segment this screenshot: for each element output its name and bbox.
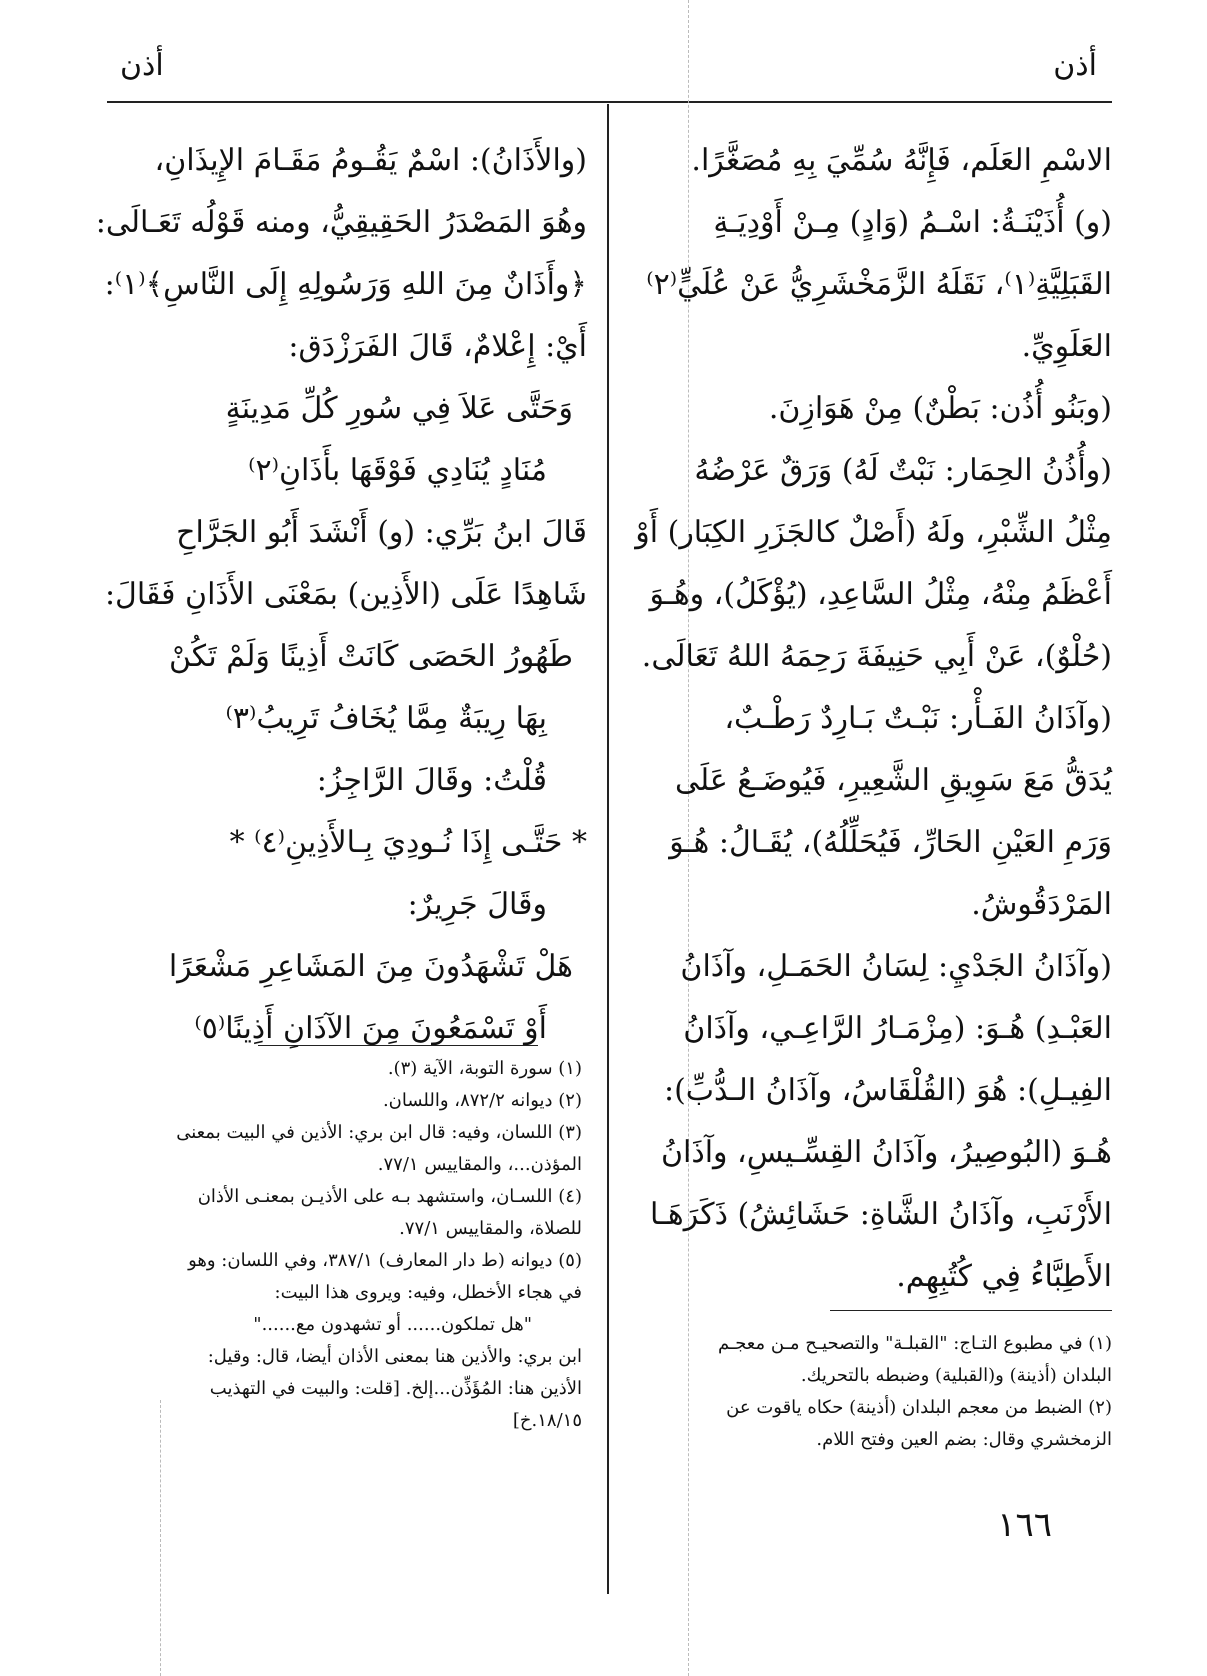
- right-column-line: أَعْظَمُ مِنْهُ، مِثْلُ السَّاعِدِ، (يُؤْكَلُ)، وهُـوَ: [649, 577, 1112, 612]
- scan-edge-mark: [160, 1400, 161, 1676]
- right-column-line: (وآذَانُ الفَـأْر: نَبْـتٌ بَـارِدٌ رَطْـبٌ،: [724, 701, 1112, 736]
- footnote-line: الأذين هنا: المُؤَذِّن...إلخ. [قلت: والبيت في التهذيب: [209, 1378, 582, 1399]
- left-column-line: شَاهِدًا عَلَى (الأَذِين) بمَعْنَى الأَذَانِ فَقَالَ:: [104, 577, 587, 612]
- left-column-line: (والأَذَانُ): اسْمٌ يَقُـومُ مَقَـامَ الإِيذَانِ،: [154, 143, 587, 178]
- footnotes-right: [642, 1328, 1112, 1456]
- left-column: [95, 130, 587, 1060]
- right-column-line: (حُلْوٌ)، عَنْ أَبِي حَنِيفَةَ رَحِمَهُ اللهُ تَعَالَى.: [641, 639, 1112, 674]
- footnotes-left: [112, 1053, 582, 1437]
- right-column-line: الفِيـلِ): هُوَ (القُلْقَاسُ، وآذَانُ الـدُّبِّ):: [663, 1073, 1112, 1108]
- verse-line: أَوْ تَسْمَعُونَ مِنَ الآذَانِ أَذِينًا⁽٥⁾: [194, 1011, 547, 1046]
- right-column-line: القَبَلِيَّةِ⁽١⁾، نَقَلَهُ الزَّمَخْشَرِيُّ عَنْ عُلَيٍّ⁽٢⁾: [646, 267, 1112, 302]
- footnote-line: (٣) اللسان، وفيه: قال ابن بري: الأذين في البيت بمعنى: [176, 1122, 582, 1143]
- right-column-line: العَلَوِيِّ.: [1021, 329, 1112, 364]
- column-divider: [607, 104, 609, 1594]
- footnote-line: "هل تملكون...... أو تشهدون مع......": [253, 1314, 532, 1335]
- footnote-line: ١٨/١٥.خ]: [512, 1410, 582, 1431]
- footnote-line: البلدان (أذينة) و(القبلية) وضبطه بالتحريك.: [800, 1365, 1112, 1386]
- right-column-line: هُـوَ (البُوصِيرُ، وآذَانُ القِسِّـيسِ، وآذَانُ: [660, 1135, 1112, 1170]
- verse-line: وَحَتَّى عَلاَ فِي سُورِ كُلِّ مَدِينَةٍ: [225, 391, 573, 426]
- footnote-line: (٥) ديوانه (ط دار المعارف) ٣٨٧/١، وفي اللسان: وهو: [188, 1250, 582, 1271]
- verse-line: طَهُورُ الحَصَى كَانَتْ أَذِينًا وَلَمْ تَكُنْ: [168, 639, 573, 674]
- verse-line: هَلْ تَشْهَدُونَ مِنَ المَشَاعِرِ مَشْعَرًا: [168, 949, 573, 984]
- left-column-line: ﴿وأَذَانٌ مِنَ اللهِ وَرَسُولِهِ إِلَى النَّاسِ﴾⁽١⁾:: [104, 267, 587, 302]
- right-column-line: الاسْمِ العَلَم، فَإِنَّهُ سُمِّيَ بِهِ مُصَغَّرًا.: [691, 143, 1112, 178]
- footnote-line: ابن بري: والأذين هنا بمعنى الأذان أيضا، قال: وقيل:: [207, 1346, 582, 1367]
- footnote-line: (٢) الضبط من معجم البلدان (أذينة) حكاه ياقوت عن: [726, 1397, 1112, 1418]
- verse-line: * حَتَّـى إِذَا نُـودِيَ بِـالأَذِينِ⁽٤⁾ *: [229, 825, 587, 860]
- right-column-line: العَبْـدِ) هُـوَ: (مِزْمَـارُ الرَّاعِـي، وآذَانُ: [683, 1011, 1112, 1046]
- left-column-line: قُلْتُ: وقَالَ الرَّاجِزُ:: [316, 763, 547, 798]
- left-column-line: قَالَ ابنُ بَرِّي: (و) أَنْشَدَ أَبُو الجَرَّاحِ: [176, 515, 587, 550]
- footnote-line: المؤذن...، والمقاييس ٧٧/١.: [377, 1154, 582, 1175]
- right-column-line: المَرْدَقُوشُ.: [971, 887, 1112, 922]
- right-column-line: (وآذَانُ الجَدْيِ: لِسَانُ الحَمَـلِ، وآذَانُ: [680, 949, 1112, 984]
- page-number: ١٦٦: [997, 1505, 1052, 1545]
- footnote-line: للصلاة، والمقاييس ٧٧/١.: [399, 1218, 582, 1239]
- footnote-line: (٤) اللسـان، واستشهد بـه على الأذيـن بمعنـى الأذان: [197, 1186, 582, 1207]
- right-column: [635, 130, 1112, 1308]
- right-column-line: وَرَمِ العَيْنِ الحَارِّ، فَيُحَلِّلُهُ)، يُقَـالُ: هُـوَ: [669, 825, 1112, 860]
- footnote-rule-left: [258, 1045, 538, 1046]
- right-column-line: (وأُذُنُ الحِمَار: نَبْتٌ لَهُ) وَرَقٌ عَرْضُهُ: [694, 453, 1112, 488]
- footnote-rule-right: [830, 1310, 1112, 1311]
- footnote-line: (٢) ديوانه ٨٧٢/٢، واللسان.: [382, 1090, 582, 1111]
- right-column-line: يُدَقُّ مَعَ سَوِيقِ الشَّعِيرِ، فَيُوضَـعُ عَلَى: [674, 763, 1112, 798]
- left-column-line: وقَالَ جَرِيرٌ:: [407, 887, 547, 922]
- verse-line: بِهَا رِيبَةٌ مِمَّا يُخَافُ تَرِيبُ⁽٣⁾: [225, 701, 547, 736]
- footnote-line: (١) سورة التوبة، الآية (٣).: [387, 1058, 582, 1079]
- right-column-line: (و) أُذَيْنَـةُ: اسْـمُ (وَادٍ) مِـنْ أَوْدِيَـةِ: [713, 205, 1112, 240]
- left-column-line: وهُوَ المَصْدَرُ الحَقِيقِيُّ، ومنه قَوْلُه تَعَـالَى:: [95, 205, 587, 240]
- right-column-line: (وبَنُو أُذُن: بَطْنٌ) مِنْ هَوَازِنَ.: [768, 391, 1112, 426]
- running-head-right: أذن: [1053, 48, 1097, 83]
- right-column-line: مِثْلُ الشِّبْرِ، ولَهُ (أَصْلٌ كالجَزَرِ الكِبَار) أَوْ: [635, 515, 1112, 550]
- right-column-line: الأَرْنَبِ، وآذَانُ الشَّاةِ: حَشَائِشُ) ذَكَرَهَـا: [649, 1197, 1112, 1232]
- left-column-line: أَيْ: إِعْلامٌ، قَالَ الفَرَزْدَق:: [288, 329, 587, 364]
- right-column-line: الأَطِبَّاءُ فِي كُتُبِهِم.: [896, 1259, 1112, 1294]
- footnote-line: (١) في مطبوع التـاج: "القبلـة" والتصحيـح مـن معجـم: [717, 1333, 1112, 1354]
- verse-line: مُنَادٍ يُنَادِي فَوْقَهَا بأَذَانِ⁽٢⁾: [248, 453, 547, 488]
- footnote-line: في هجاء الأخطل، وفيه: ويروى هذا البيت:: [274, 1282, 582, 1303]
- running-head-left: أذن: [120, 48, 164, 83]
- footnote-line: الزمخشري وقال: بضم العين وفتح اللام.: [816, 1429, 1112, 1450]
- header-rule: [107, 101, 1112, 103]
